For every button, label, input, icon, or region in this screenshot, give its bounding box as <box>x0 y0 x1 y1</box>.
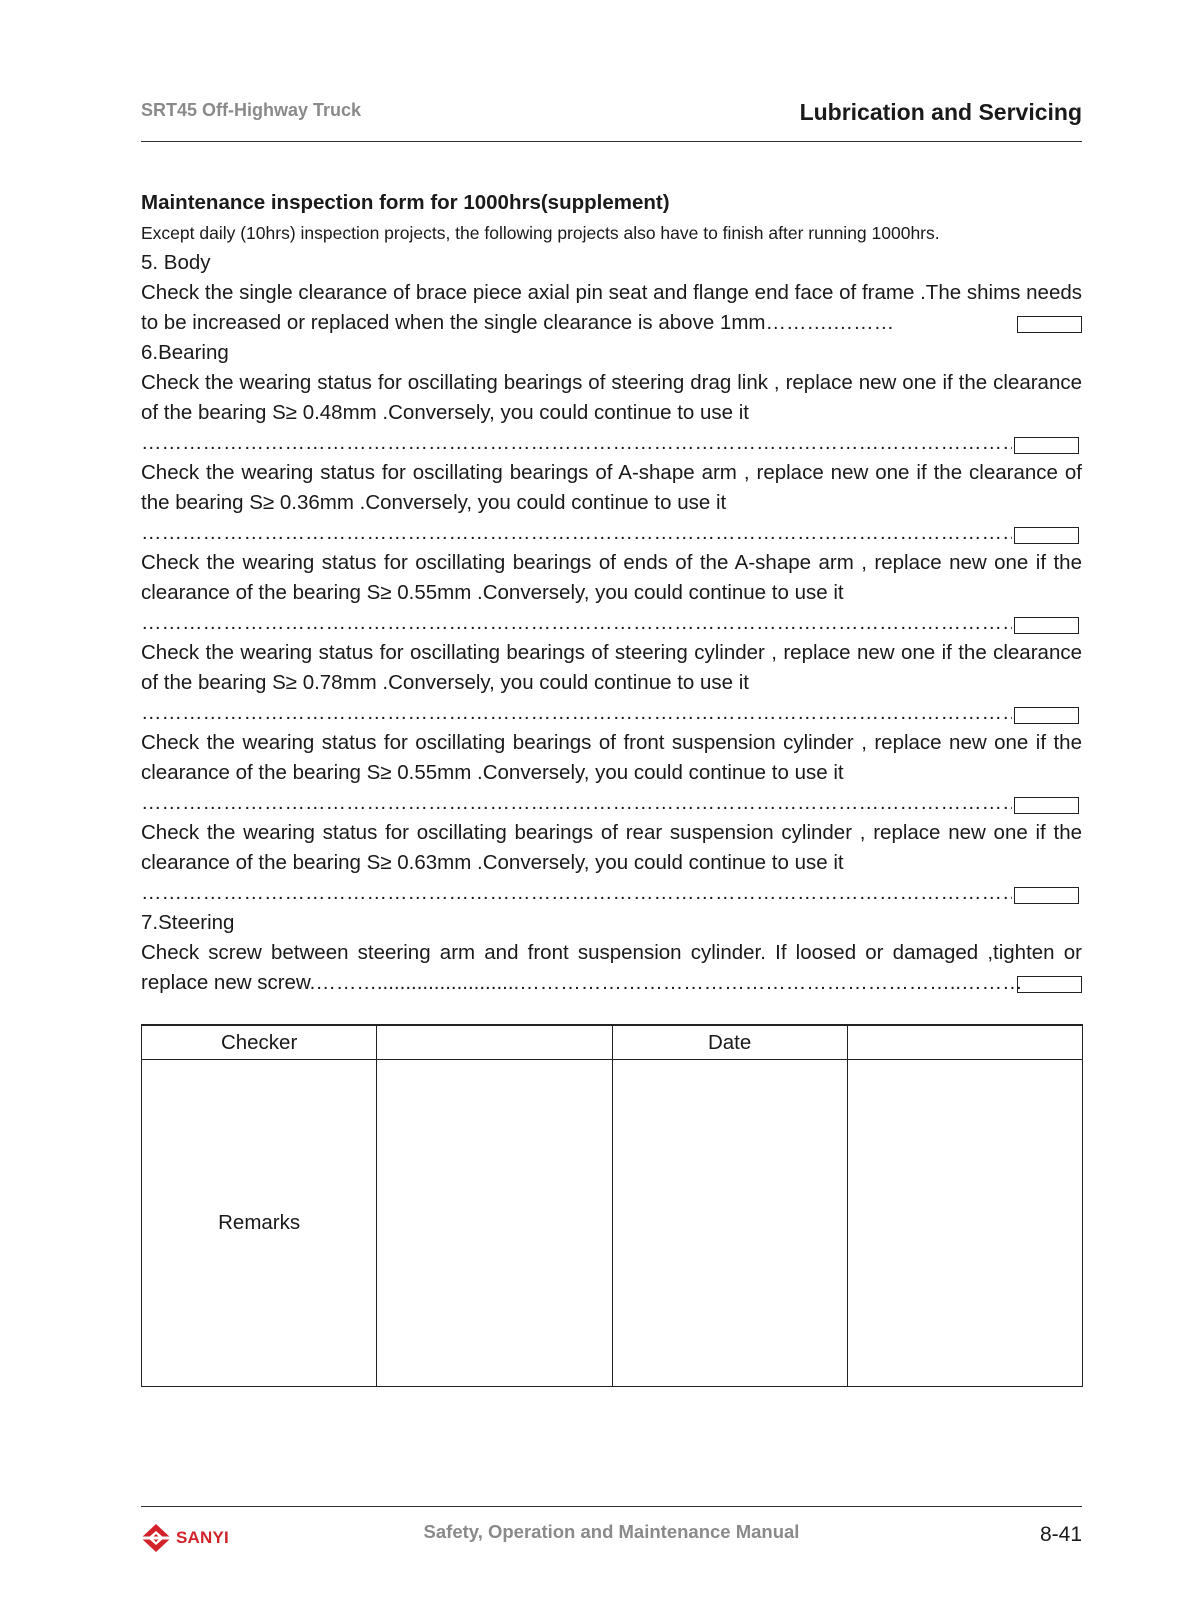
bearing-check-item: Check the wearing status for oscillating bearings of rear suspension cylinder , replace new one if the clearance of the bearing S≥ 0.63mm .Conversely, you could continue to use it <box>141 821 1082 874</box>
date-field[interactable] <box>847 1025 1082 1060</box>
brand-name: SANYI <box>176 1528 229 1547</box>
check-box[interactable] <box>1014 617 1079 634</box>
check-box[interactable] <box>1014 887 1079 904</box>
bearing-check-item: Check the wearing status for oscillating bearings of ends of the A-shape arm , replace new one if the clearance of the bearing S≥ 0.55mm .Conversely, you could continue to use it <box>141 551 1082 604</box>
check-box[interactable] <box>1014 707 1079 724</box>
dot-leader <box>141 428 1082 458</box>
table-row <box>142 1060 1083 1387</box>
remarks-field[interactable] <box>377 1060 612 1387</box>
checker-field[interactable] <box>377 1025 612 1060</box>
bearing-check-item: Check the wearing status for oscillating bearings of A-shape arm , replace new one if the clearance of the bearing S≥ 0.36mm .Conversely, you could continue to use it <box>141 461 1082 514</box>
body-check-text: Check the single clearance of brace piece axial pin seat and flange end face of frame .The shims needs to be increased or replaced when the single clearance is above 1mm <box>141 281 1082 334</box>
remarks-field[interactable] <box>612 1060 847 1387</box>
signature-table <box>141 1024 1083 1387</box>
section-title-bearing: 6.Bearing <box>141 341 229 364</box>
remarks-label: Remarks <box>142 1060 377 1387</box>
check-box[interactable] <box>1014 527 1079 544</box>
header-product-name: SRT45 Off-Highway Truck <box>141 100 362 120</box>
steering-check-text: Check screw between steering arm and front suspension cylinder. If loosed or damaged ,tighten or replace new screw. <box>141 941 1082 994</box>
page-number: 8-41 <box>1039 1523 1082 1546</box>
inspection-form <box>141 188 1082 998</box>
header-section-title: Lubrication and Servicing <box>799 99 1082 125</box>
bearing-check-item: Check the wearing status for oscillating bearings of steering drag link , replace new one if the clearance of the bearing S≥ 0.48mm .Conversely, you could continue to use it <box>141 371 1082 424</box>
date-label: Date <box>612 1025 847 1060</box>
steering-check-item: Check screw between steering arm and front suspension cylinder. If loosed or damaged ,tighten or replace new screw.……….........................………………………………………………………..……… <box>141 941 1082 994</box>
form-title: Maintenance inspection form for 1000hrs(supplement) <box>141 191 670 214</box>
section-title-steering: 7.Steering <box>141 911 235 934</box>
section-title-body: 5. Body <box>141 251 211 274</box>
table-row <box>142 1025 1083 1060</box>
footer-divider <box>141 1506 1082 1507</box>
body-check-item: Check the single clearance of brace piece axial pin seat and flange end face of frame .The shims needs to be increased or replaced when the single clearance is above 1mm……….……… <box>141 281 1082 334</box>
manual-title: Safety, Operation and Maintenance Manual <box>423 1521 800 1542</box>
check-box[interactable] <box>1014 797 1079 814</box>
dot-leader <box>141 788 1082 818</box>
check-box[interactable] <box>1017 316 1082 333</box>
check-box[interactable] <box>1014 437 1079 454</box>
bearing-check-item: Check the wearing status for oscillating bearings of front suspension cylinder , replace new one if the clearance of the bearing S≥ 0.55mm .Conversely, you could continue to use it <box>141 731 1082 784</box>
dot-leader <box>141 608 1082 638</box>
check-box[interactable] <box>1017 976 1082 993</box>
bearing-check-item: Check the wearing status for oscillating bearings of steering cylinder , replace new one if the clearance of the bearing S≥ 0.78mm .Conversely, you could continue to use it <box>141 641 1082 694</box>
form-intro: Except daily (10hrs) inspection projects, the following projects also have to finish after running 1000hrs. <box>141 223 940 243</box>
remarks-field[interactable] <box>847 1060 1082 1387</box>
checker-label: Checker <box>142 1025 377 1060</box>
dot-leader <box>141 518 1082 548</box>
header-divider <box>141 141 1082 142</box>
dot-leader <box>141 698 1082 728</box>
dot-leader <box>141 878 1082 908</box>
